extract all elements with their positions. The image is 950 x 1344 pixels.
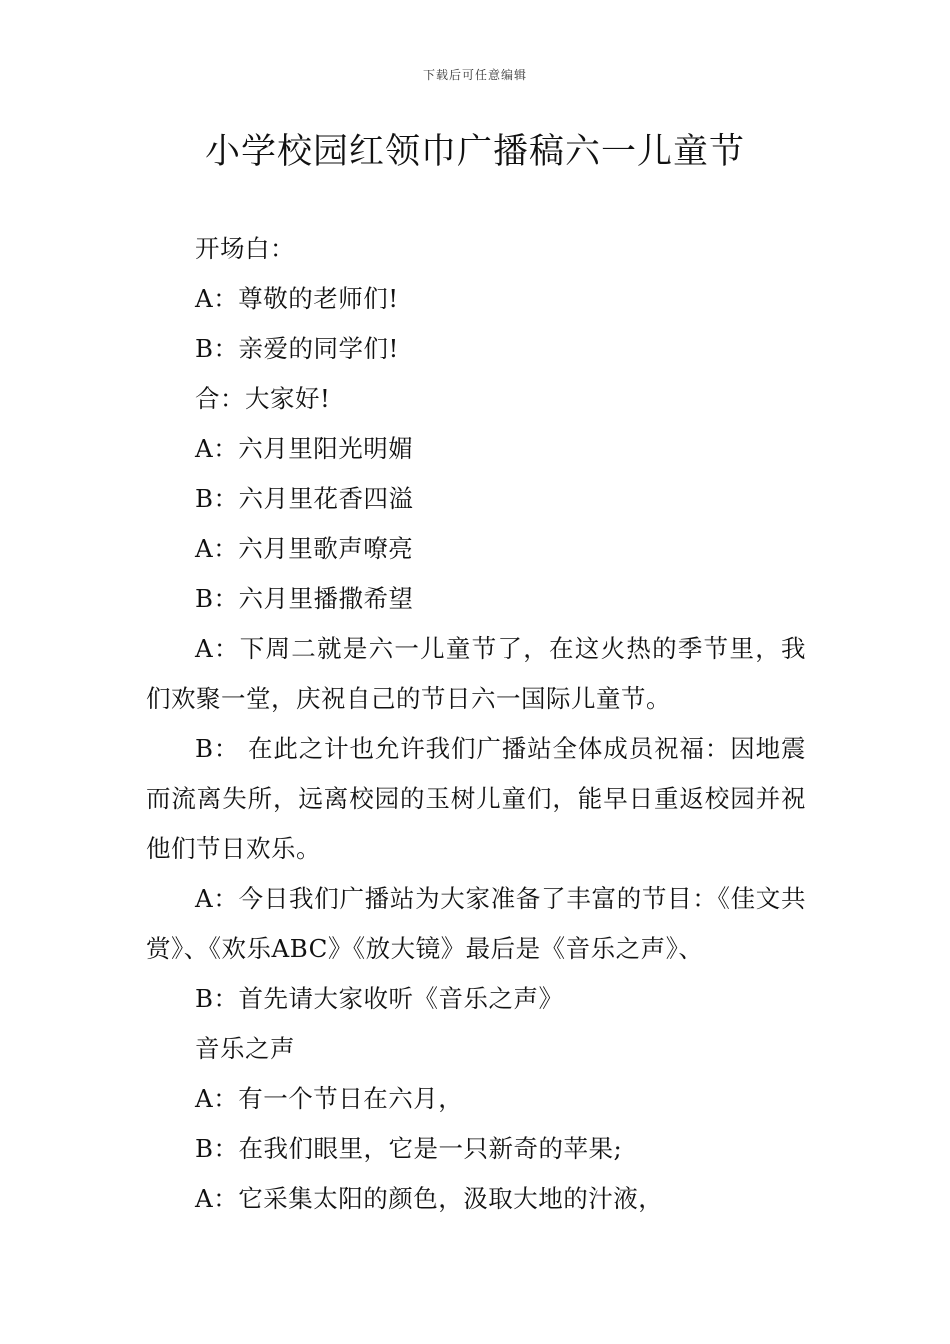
paragraph: A：它采集太阳的颜色，汲取大地的汁液， <box>195 1184 664 1213</box>
paragraph: 开场白： <box>195 234 295 263</box>
paragraph: A：尊敬的老师们! <box>195 284 399 313</box>
paragraph: A：有一个节日在六月， <box>195 1084 464 1113</box>
paragraph: B：六月里花香四溢 <box>195 484 414 513</box>
paragraph: B：亲爱的同学们! <box>195 334 399 363</box>
paragraph: A：下周二就是六一儿童节了，在这火热的季节里，我们欢聚一堂，庆祝自己的节日六一国际儿童节。 <box>146 634 806 713</box>
paragraph: A：六月里阳光明媚 <box>195 434 414 463</box>
paragraph: 音乐之声 <box>195 1034 295 1063</box>
paragraph: A：六月里歌声嘹亮 <box>195 534 414 563</box>
document-title: 小学校园红领巾广播稿六一儿童节 <box>204 132 745 172</box>
paragraph: B： 在此之计也允许我们广播站全体成员祝福：因地震而流离失所，远离校园的玉树儿童们，能早日重返校园并祝他们节日欢乐。 <box>146 734 806 863</box>
header-note: 下载后可任意编辑 <box>422 68 527 82</box>
paragraph: 合：大家好! <box>195 384 331 413</box>
paragraph: B：在我们眼里，它是一只新奇的苹果; <box>195 1134 623 1163</box>
paragraph: A：今日我们广播站为大家准备了丰富的节目：《佳文共赏》、《欢乐ABC》《放大镜》最后是《音乐之声》、 <box>146 884 806 963</box>
document-body <box>146 224 806 1224</box>
paragraph: B：六月里播撒希望 <box>195 584 414 613</box>
paragraph: B：首先请大家收听《音乐之声》 <box>195 984 564 1013</box>
